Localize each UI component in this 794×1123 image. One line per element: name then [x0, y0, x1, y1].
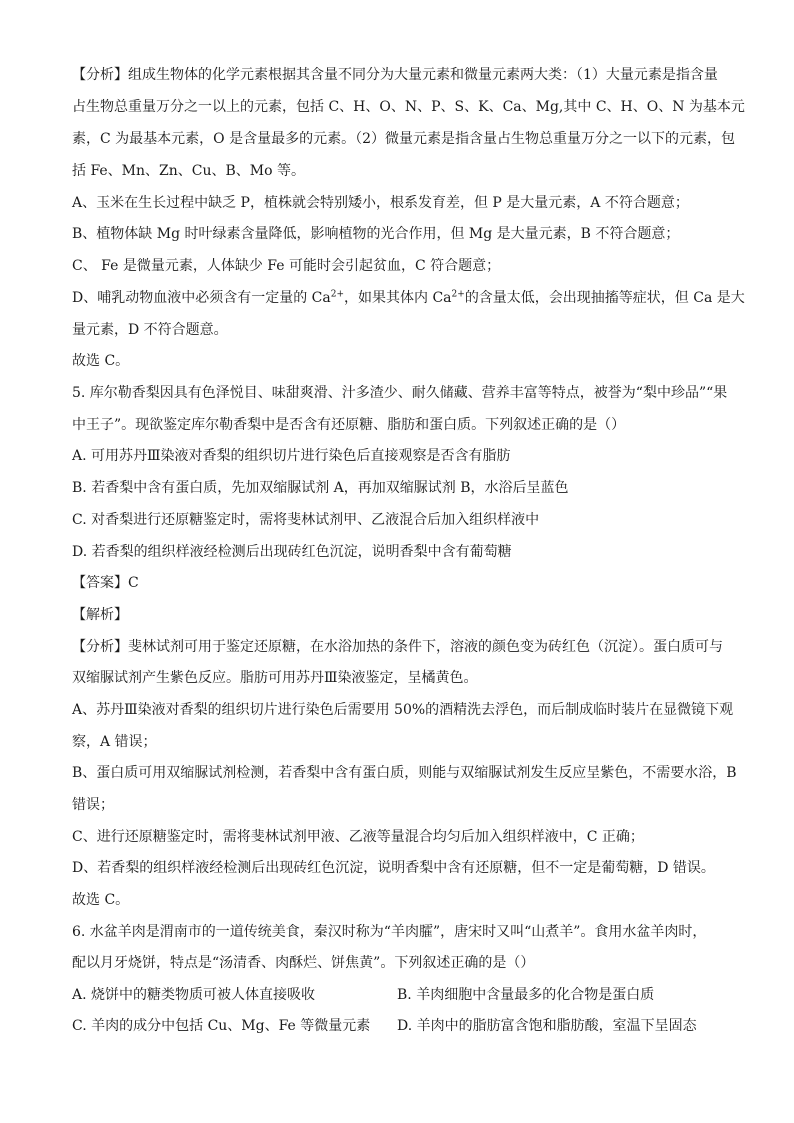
analysis-line: A、玉米在生长过程中缺乏 P，植株就会特别矮小，根系发育差，但 P 是大量元素，A 不符合题意；: [72, 195, 689, 211]
analysis-line: 错误；: [72, 797, 114, 813]
analysis-line: 察，A 错误；: [72, 734, 157, 750]
answer: 【答案】C: [72, 575, 139, 591]
analysis-line: 量元素，D 不符合题意。: [72, 322, 228, 338]
option-d: D. 若香梨的组织样液经检测后出现砖红色沉淀，说明香梨中含有葡萄糖: [72, 544, 512, 560]
option-c: C. 羊肉的成分中包括 Cu、Mg、Fe 等微量元素: [72, 1018, 371, 1034]
conclusion: 故选 C。: [72, 892, 130, 908]
conclusion: 故选 C。: [72, 353, 130, 369]
analysis-line: C、进行还原糖鉴定时，需将斐林试剂甲液、乙液等量混合均匀后加入组织样液中，C 正确；: [72, 829, 644, 845]
analysis-line: C、 Fe 是微量元素，人体缺少 Fe 可能时会引起贫血，C 符合题意；: [72, 258, 501, 274]
analysis-line: 【分析】斐林试剂可用于鉴定还原糖，在水浴加热的条件下，溶液的颜色变为砖红色（沉淀）。蛋白质可与: [72, 639, 723, 655]
analysis-line: A、苏丹Ⅲ染液对香梨的组织切片进行染色后需要用 50%的酒精洗去浮色，而后制成临时装片在显微镜下观: [72, 702, 734, 718]
superscript: 2+: [330, 289, 345, 300]
question-stem: 5. 库尔勒香梨因具有色泽悦目、味甜爽滑、汁多渣少、耐久储藏、营养丰富等特点，被誉为“梨中珍品”“果: [72, 385, 728, 401]
analysis-line: B、蛋白质可用双缩脲试剂检测，若香梨中含有蛋白质，则能与双缩脲试剂发生反应呈紫色，不需要水浴，B: [72, 765, 737, 781]
analysis-line: 素，C 为最基本元素，O 是含量最多的元素。（2）微量元素是指含量占生物总重量万分之一以下的元素，包: [72, 131, 735, 147]
option-c: C. 对香梨进行还原糖鉴定时，需将斐林试剂甲、乙液混合后加入组织样液中: [72, 512, 540, 528]
option-b: B. 若香梨中含有蛋白质，先加双缩脲试剂 A，再加双缩脲试剂 B，水浴后呈蓝色: [72, 480, 569, 496]
option-a: A. 可用苏丹Ⅲ染液对香梨的组织切片进行染色后直接观察是否含有脂肪: [72, 448, 511, 464]
analysis-line-d: [72, 288, 745, 308]
question-stem: 6. 水盆羊肉是渭南市的一道传统美食，秦汉时称为“羊肉臛”，唐宋时又叫“山煮羊”。食用水盆羊肉时，: [72, 924, 707, 940]
analysis-line: D、若香梨的组织样液经检测后出现砖红色沉淀，说明香梨中含有还原糖，但不一定是葡萄糖，D 错误。: [72, 860, 715, 876]
analysis-line: 括 Fe、Mn、Zn、Cu、B、Mo 等。: [72, 163, 306, 179]
option-a: A. 烧饼中的糖类物质可被人体直接吸收: [72, 987, 316, 1003]
analysis-line: 占生物总重量万分之一以上的元素，包括 C、H、O、N、P、S、K、Ca、Mg,其中 C、H、O、N 为基本元: [72, 99, 745, 115]
option-b: B. 羊肉细胞中含量最多的化合物是蛋白质: [397, 987, 655, 1003]
text-run: 的含量太低，会出现抽搐等症状，但 Ca 是大: [464, 290, 745, 306]
analysis-line: 【分析】组成生物体的化学元素根据其含量不同分为大量元素和微量元素两大类：（1）大量元素是指含量: [72, 67, 718, 83]
analysis-line: B、植物体缺 Mg 时叶绿素含量降低，影响植物的光合作用，但 Mg 是大量元素，B 不符合题意；: [72, 226, 680, 242]
superscript: 2+: [451, 289, 465, 300]
text-run: D、哺乳动物血液中必须含有一定量的 Ca: [72, 290, 331, 306]
text-run: ，如果其体内 Ca: [344, 290, 452, 306]
question-stem: 中王子”。现欲鉴定库尔勒香梨中是否含有还原糖、脂肪和蛋白质。下列叙述正确的是（）: [72, 417, 626, 433]
explain-heading: 【解析】: [72, 607, 128, 623]
analysis-line: 双缩脲试剂产生紫色反应。脂肪可用苏丹Ⅲ染液鉴定，呈橘黄色。: [72, 670, 478, 686]
question-stem: 配以月牙烧饼，特点是“汤清香、肉酥烂、饼焦黄”。下列叙述正确的是（）: [72, 955, 535, 971]
option-d: D. 羊肉中的脂肪富含饱和脂肪酸，室温下呈固态: [397, 1018, 697, 1034]
